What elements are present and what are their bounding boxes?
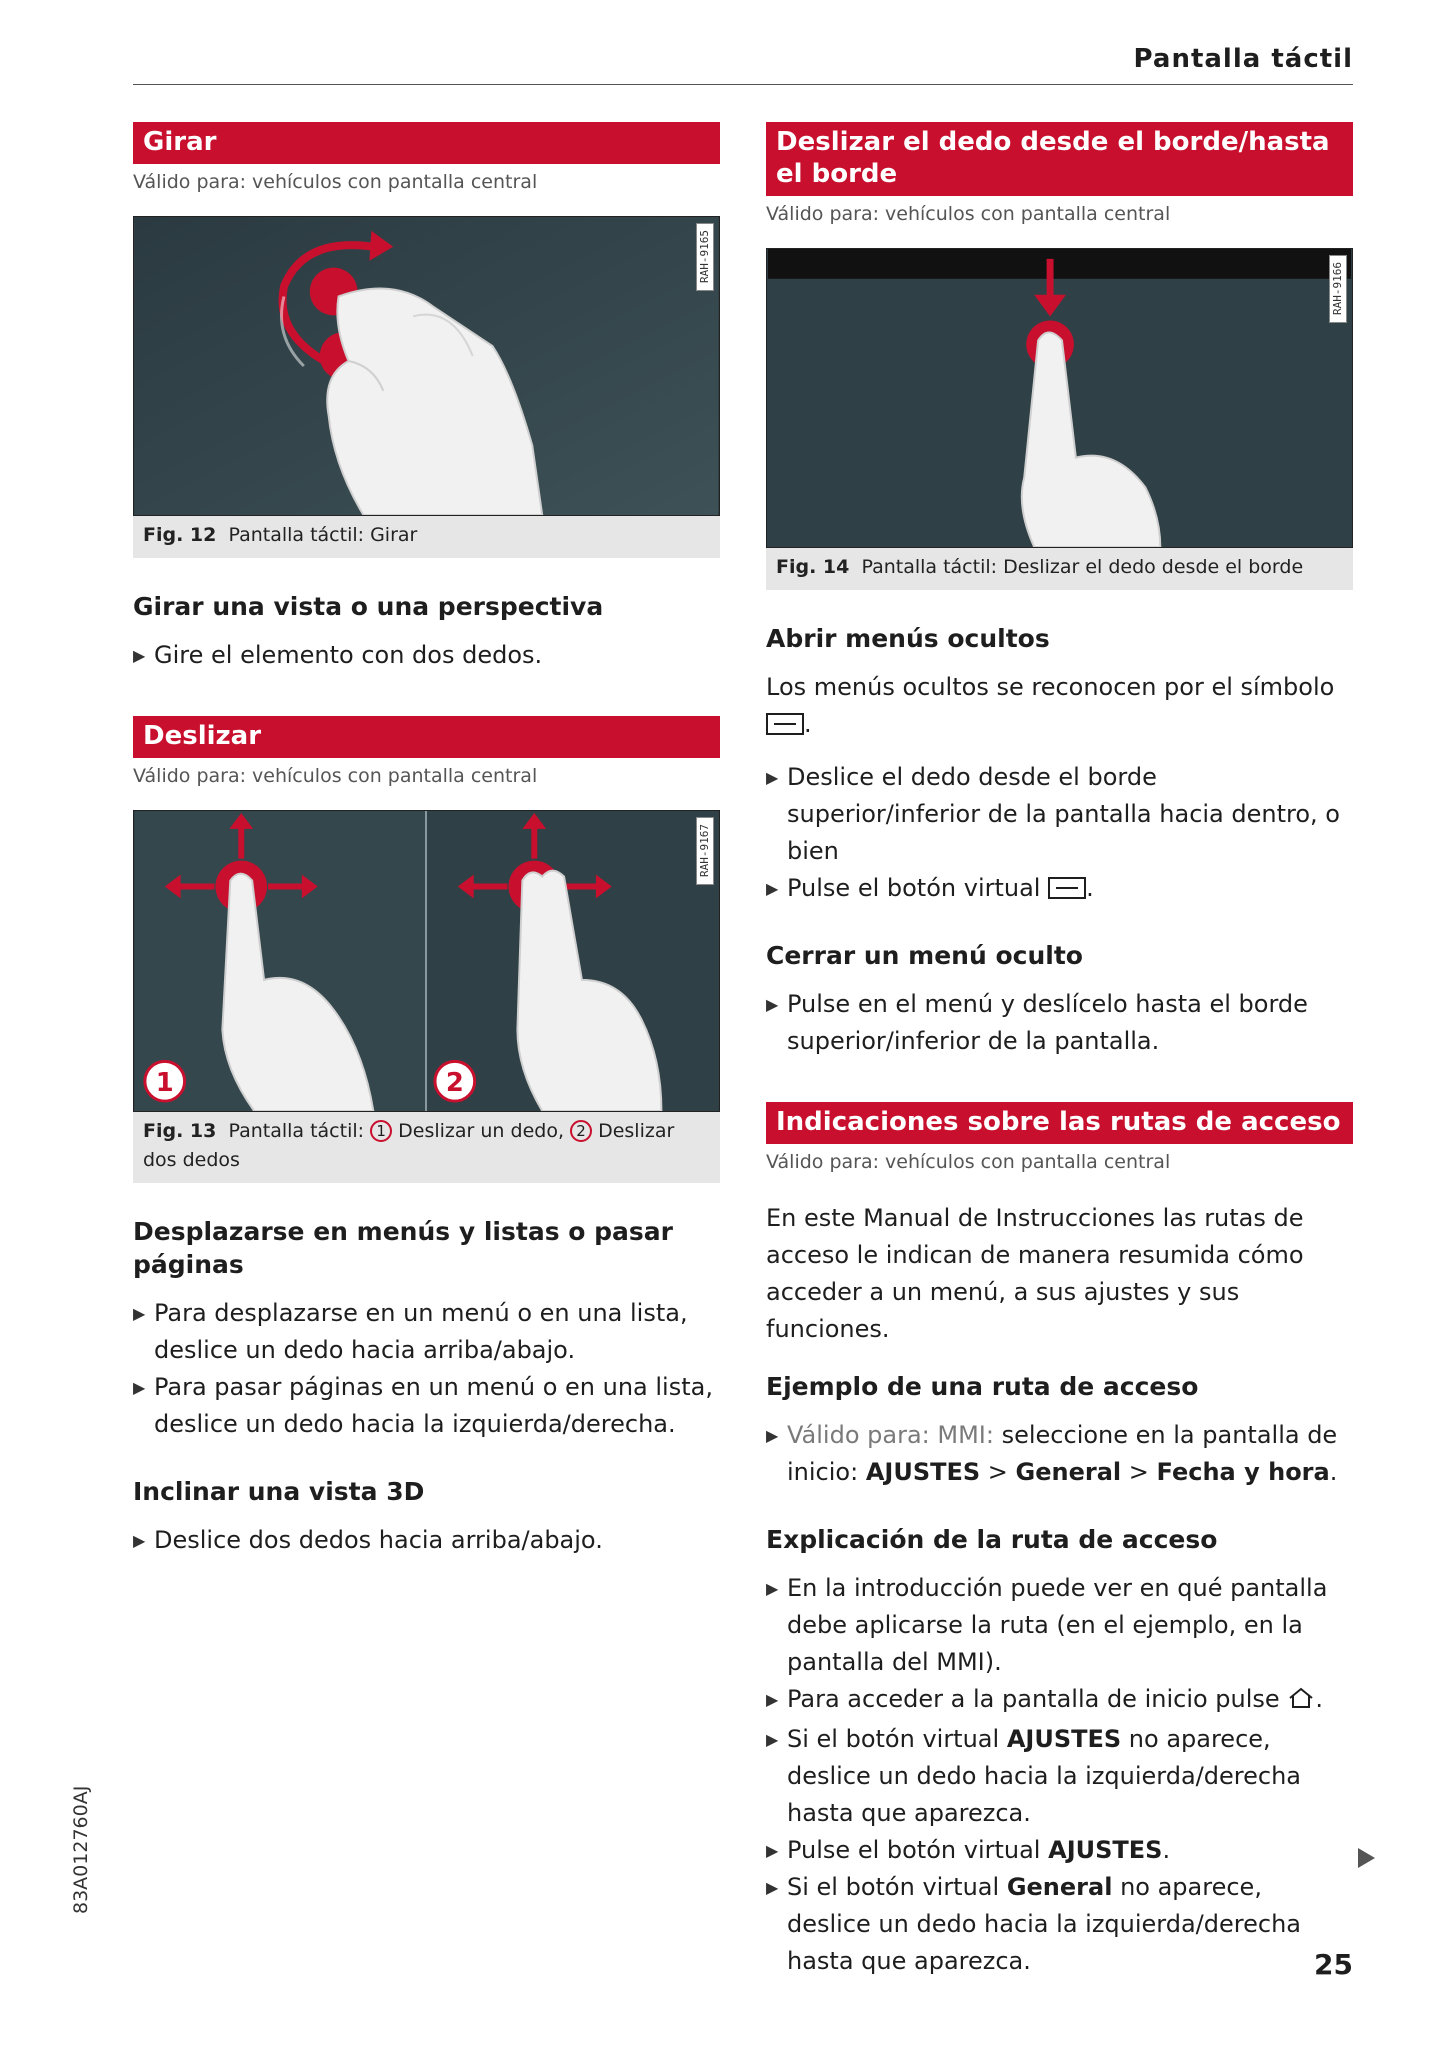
figure-label: Fig. 12 [143, 524, 217, 546]
figure-label: Fig. 13 [143, 1120, 217, 1142]
caption-text: Pantalla táctil: [228, 1120, 365, 1142]
path-general: General [1006, 1873, 1113, 1901]
home-icon [1287, 1684, 1315, 1721]
step-text: Para acceder a la pantalla de inicio pulse [787, 1685, 1280, 1713]
path-ajustes: AJUSTES [865, 1458, 981, 1486]
validity-note: Válido para: vehículos con pantalla central [766, 1151, 1171, 1173]
caption-text: Deslizar un dedo, [398, 1120, 564, 1142]
triangle-bullet-icon: ▶ [766, 995, 779, 1014]
section-heading-girar: Girar [133, 122, 720, 164]
step-text: seleccione en la pantalla de inicio: [787, 1421, 1338, 1486]
list-item [766, 1832, 1353, 1869]
marker-2-icon: 2 [570, 1120, 592, 1142]
figure-14-caption [766, 548, 1353, 590]
list-item [766, 870, 1353, 907]
triangle-bullet-icon: ▶ [133, 1304, 146, 1323]
sub-heading-girar-vista: Girar una vista o una perspectiva [133, 592, 604, 621]
path-separator: > [1128, 1458, 1149, 1486]
list-item [766, 1869, 1353, 1980]
sub-heading-explicacion: Explicación de la ruta de acceso [766, 1525, 1218, 1554]
triangle-bullet-icon: ▶ [766, 1841, 779, 1860]
triangle-bullet-icon: ▶ [133, 646, 146, 665]
triangle-bullet-icon: ▶ [133, 1378, 146, 1397]
figure-code: RAH-9166 [1329, 255, 1347, 323]
step-text: En la introducción puede ver en qué pantalla debe aplicarse la ruta (en el ejemplo, en la pantalla del MMI). [787, 1574, 1328, 1676]
step-text: Pulse el botón virtual [787, 874, 1041, 902]
section-heading-deslizar: Deslizar [133, 716, 720, 758]
step-text: Si el botón virtual [787, 1873, 1000, 1901]
marker-1-label: 1 [155, 1068, 174, 1099]
validity-note: Válido para: vehículos con pantalla central [766, 203, 1171, 225]
steps-list [766, 1570, 1353, 1980]
sub-heading-inclinar: Inclinar una vista 3D [133, 1477, 425, 1506]
validity-note: Válido para: vehículos con pantalla central [133, 765, 538, 787]
triangle-bullet-icon: ▶ [766, 1690, 779, 1709]
step-text: Pulse el botón virtual [787, 1836, 1041, 1864]
path-fecha-hora: Fecha y hora [1156, 1458, 1330, 1486]
step-text: no aparece, deslice un dedo hacia la izquierda/derecha hasta que aparezca. [787, 1725, 1301, 1827]
figure-14 [766, 248, 1353, 590]
sub-heading-cerrar-menu: Cerrar un menú oculto [766, 941, 1083, 970]
section-heading-rutas: Indicaciones sobre las rutas de acceso [766, 1102, 1353, 1144]
caption-text: Pantalla táctil: Deslizar el dedo desde el borde [861, 556, 1304, 578]
triangle-bullet-icon: ▶ [766, 1426, 779, 1445]
figure-label: Fig. 14 [776, 556, 850, 578]
list-item [133, 637, 720, 674]
figure-12 [133, 216, 720, 558]
sub-heading-ejemplo: Ejemplo de una ruta de acceso [766, 1372, 1199, 1401]
steps-list [766, 986, 1353, 1060]
marker-1-icon: 1 [370, 1120, 392, 1142]
punctuation: . [1162, 1836, 1171, 1864]
figure-14-image [766, 248, 1353, 548]
figure-12-image [133, 216, 720, 516]
step-text: Si el botón virtual [787, 1725, 1000, 1753]
step-text: Deslice dos dedos hacia arriba/abajo. [154, 1526, 603, 1554]
list-item [766, 759, 1353, 870]
sub-heading-abrir-menus: Abrir menús ocultos [766, 624, 1050, 653]
list-item [133, 1295, 720, 1369]
caption-text: Pantalla táctil: Girar [228, 524, 418, 546]
list-item [133, 1522, 720, 1559]
punctuation: . [804, 710, 812, 738]
right-column [766, 122, 1353, 1980]
document-code: 83A012760AJ [70, 1785, 92, 1914]
page-header-title: Pantalla táctil [1133, 44, 1353, 74]
steps-list [133, 637, 720, 674]
paragraph-text: Los menús ocultos se reconocen por el símbolo [766, 673, 1335, 701]
triangle-bullet-icon: ▶ [766, 879, 779, 898]
triangle-bullet-icon: ▶ [766, 1579, 779, 1598]
figure-13-caption [133, 1112, 720, 1183]
list-item [766, 1681, 1353, 1721]
path-general: General [1015, 1458, 1122, 1486]
punctuation: . [1086, 874, 1094, 902]
sub-heading-desplazarse: Desplazarse en menús y listas o pasar páginas [133, 1217, 674, 1279]
validity-inline: Válido para: MMI: [787, 1421, 994, 1449]
left-column [133, 122, 720, 1559]
step-text: no aparece, deslice un dedo hacia la izquierda/derecha hasta que aparezca. [787, 1873, 1301, 1975]
list-item [766, 1570, 1353, 1681]
figure-12-caption [133, 516, 720, 558]
validity-note: Válido para: vehículos con pantalla central [133, 171, 538, 193]
next-page-arrow-icon [1358, 1848, 1375, 1868]
list-item [766, 986, 1353, 1060]
triangle-bullet-icon: ▶ [766, 768, 779, 787]
path-separator: > [987, 1458, 1008, 1486]
hidden-menu-icon [1048, 877, 1086, 899]
triangle-bullet-icon: ▶ [766, 1878, 779, 1897]
step-text: Deslice el dedo desde el borde superior/inferior de la pantalla hacia dentro, o bien [787, 763, 1340, 865]
list-item [766, 1721, 1353, 1832]
steps-list [133, 1295, 720, 1443]
punctuation: . [1315, 1685, 1323, 1713]
figure-code: RAH-9167 [696, 817, 714, 885]
triangle-bullet-icon: ▶ [133, 1531, 146, 1550]
list-item [133, 1369, 720, 1443]
path-ajustes: AJUSTES [1006, 1725, 1122, 1753]
path-ajustes: AJUSTES [1048, 1836, 1163, 1864]
step-text: Para desplazarse en un menú o en una lista, deslice un dedo hacia arriba/abajo. [154, 1299, 688, 1364]
steps-list [766, 759, 1353, 907]
steps-list [766, 1417, 1353, 1491]
figure-13-image [133, 810, 720, 1112]
paragraph [766, 669, 1353, 743]
step-text: Pulse en el menú y deslícelo hasta el borde superior/inferior de la pantalla. [787, 990, 1308, 1055]
figure-code: RAH-9165 [696, 223, 714, 291]
steps-list [133, 1522, 720, 1559]
list-item [766, 1417, 1353, 1491]
rotate-gesture-illustration [134, 217, 719, 515]
swipe-gesture-illustration [134, 811, 719, 1111]
caption-text: Deslizar dos dedos [143, 1120, 675, 1171]
figure-13 [133, 810, 720, 1183]
page-number: 25 [1314, 1948, 1353, 1981]
edge-swipe-illustration [767, 249, 1352, 547]
step-text: Gire el elemento con dos dedos. [154, 641, 543, 669]
punctuation: . [1329, 1458, 1338, 1486]
triangle-bullet-icon: ▶ [766, 1730, 779, 1749]
header-rule [133, 84, 1353, 85]
step-text: Para pasar páginas en un menú o en una lista, deslice un dedo hacia la izquierda/derecha. [154, 1373, 713, 1438]
hidden-menu-icon [766, 713, 804, 735]
paragraph: En este Manual de Instrucciones las rutas de acceso le indican de manera resumida cómo acceder a un menú, a sus ajustes y sus funciones. [766, 1204, 1304, 1343]
marker-2-label: 2 [445, 1068, 464, 1099]
section-heading-borde: Deslizar el dedo desde el borde/hasta el borde [766, 122, 1353, 196]
